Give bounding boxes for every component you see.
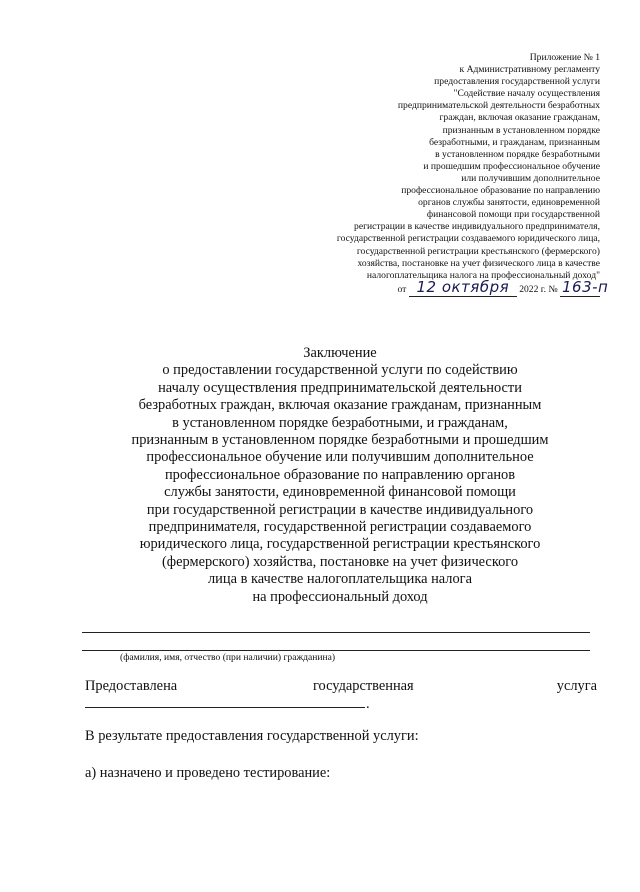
service-word: государственная — [313, 678, 414, 694]
number-handwritten-field — [560, 278, 609, 297]
appendix-line: к Административному регламенту — [459, 64, 600, 76]
title-line: профессиональное образование по направлению органов — [164, 466, 516, 483]
date-handwritten: 12 октября — [416, 278, 510, 296]
appendix-line: государственной регистрации крестьянского (фермерского) — [356, 245, 600, 257]
title-heading: Заключение — [303, 345, 377, 361]
title-line: профессиональное обучение или получившим дополнительное — [146, 449, 534, 466]
title-line: началу осуществления предпринимательской деятельности — [158, 379, 522, 396]
name-fill-line-2 — [82, 650, 590, 651]
title-line: (фермерского) хозяйства, постановке на учет физического — [161, 553, 519, 570]
title-line: о предоставлении государственной услуги по содействию — [162, 362, 518, 379]
conclusion-title — [80, 345, 600, 606]
appendix-line: финансовой помощи при государственной — [426, 209, 600, 221]
name-caption: (фамилия, имя, отчество (при наличии) гражданина) — [120, 652, 336, 663]
appendix-line: профессиональное образование по направлению — [401, 185, 600, 197]
title-line: в установленном порядке безработными, и гражданам, — [172, 414, 508, 431]
service-fill-dot: . — [366, 696, 370, 712]
title-line: безработных граждан, включая оказание гражданам, признанным — [138, 397, 542, 414]
appendix-line: "Содействие началу осуществления — [453, 88, 600, 100]
appendix-line: безработными, и гражданам, признанным — [429, 136, 600, 148]
appendix-line: налогоплательщика налога на профессиональный доход" — [366, 269, 600, 281]
title-line: признанным в установленном порядке безработными и прошедшим — [131, 432, 549, 449]
item-a-paragraph: а) назначено и проведено тестирование: — [85, 765, 331, 781]
title-line: юридического лица, государственной регистрации крестьянского — [139, 536, 541, 553]
appendix-line: в установленном порядке безработными — [435, 148, 600, 160]
provided-word: Предоставлена — [85, 678, 178, 694]
appendix-line: регистрации в качестве индивидуального предпринимателя, — [354, 221, 600, 233]
service-fill-line — [85, 707, 365, 708]
appendix-line: и прошедшим профессиональное обучение — [423, 160, 600, 172]
title-line: при государственной регистрации в качестве индивидуального — [146, 501, 534, 518]
title-line: предпринимателя, государственной регистрации создаваемого — [148, 519, 532, 536]
name-fill-line-1 — [82, 632, 590, 633]
appendix-line: признанным в установленном порядке — [442, 124, 600, 136]
appendix-block — [240, 52, 600, 282]
number-handwritten: 163-п — [562, 278, 609, 296]
appendix-line: Приложение № 1 — [529, 52, 600, 63]
title-line: лица в качестве налогоплательщика налога — [208, 571, 472, 588]
appendix-line: или получившим дополнительное — [461, 172, 600, 184]
appendix-line: граждан, включая оказание гражданам, — [439, 112, 600, 124]
date-prefix: от — [397, 284, 407, 295]
date-handwritten-field — [409, 278, 517, 297]
appendix-line: органов службы занятости, единовременной — [418, 197, 600, 209]
result-paragraph: В результате предоставления государственной услуги: — [85, 728, 419, 744]
title-line: на профессиональный доход — [252, 588, 428, 605]
appendix-line: государственной регистрации создаваемого юридического лица, — [336, 233, 600, 245]
title-line: службы занятости, единовременной финансовой помощи — [164, 484, 516, 501]
year-number-label: 2022 г. № — [519, 284, 558, 295]
appendix-line: предпринимательской деятельности безработных — [397, 100, 600, 112]
service-noun: услуга — [556, 678, 597, 694]
appendix-line: хозяйства, постановке на учет физического лица в качестве — [357, 257, 600, 269]
appendix-date-line — [397, 278, 609, 297]
appendix-line: предоставления государственной услуги — [434, 76, 600, 88]
